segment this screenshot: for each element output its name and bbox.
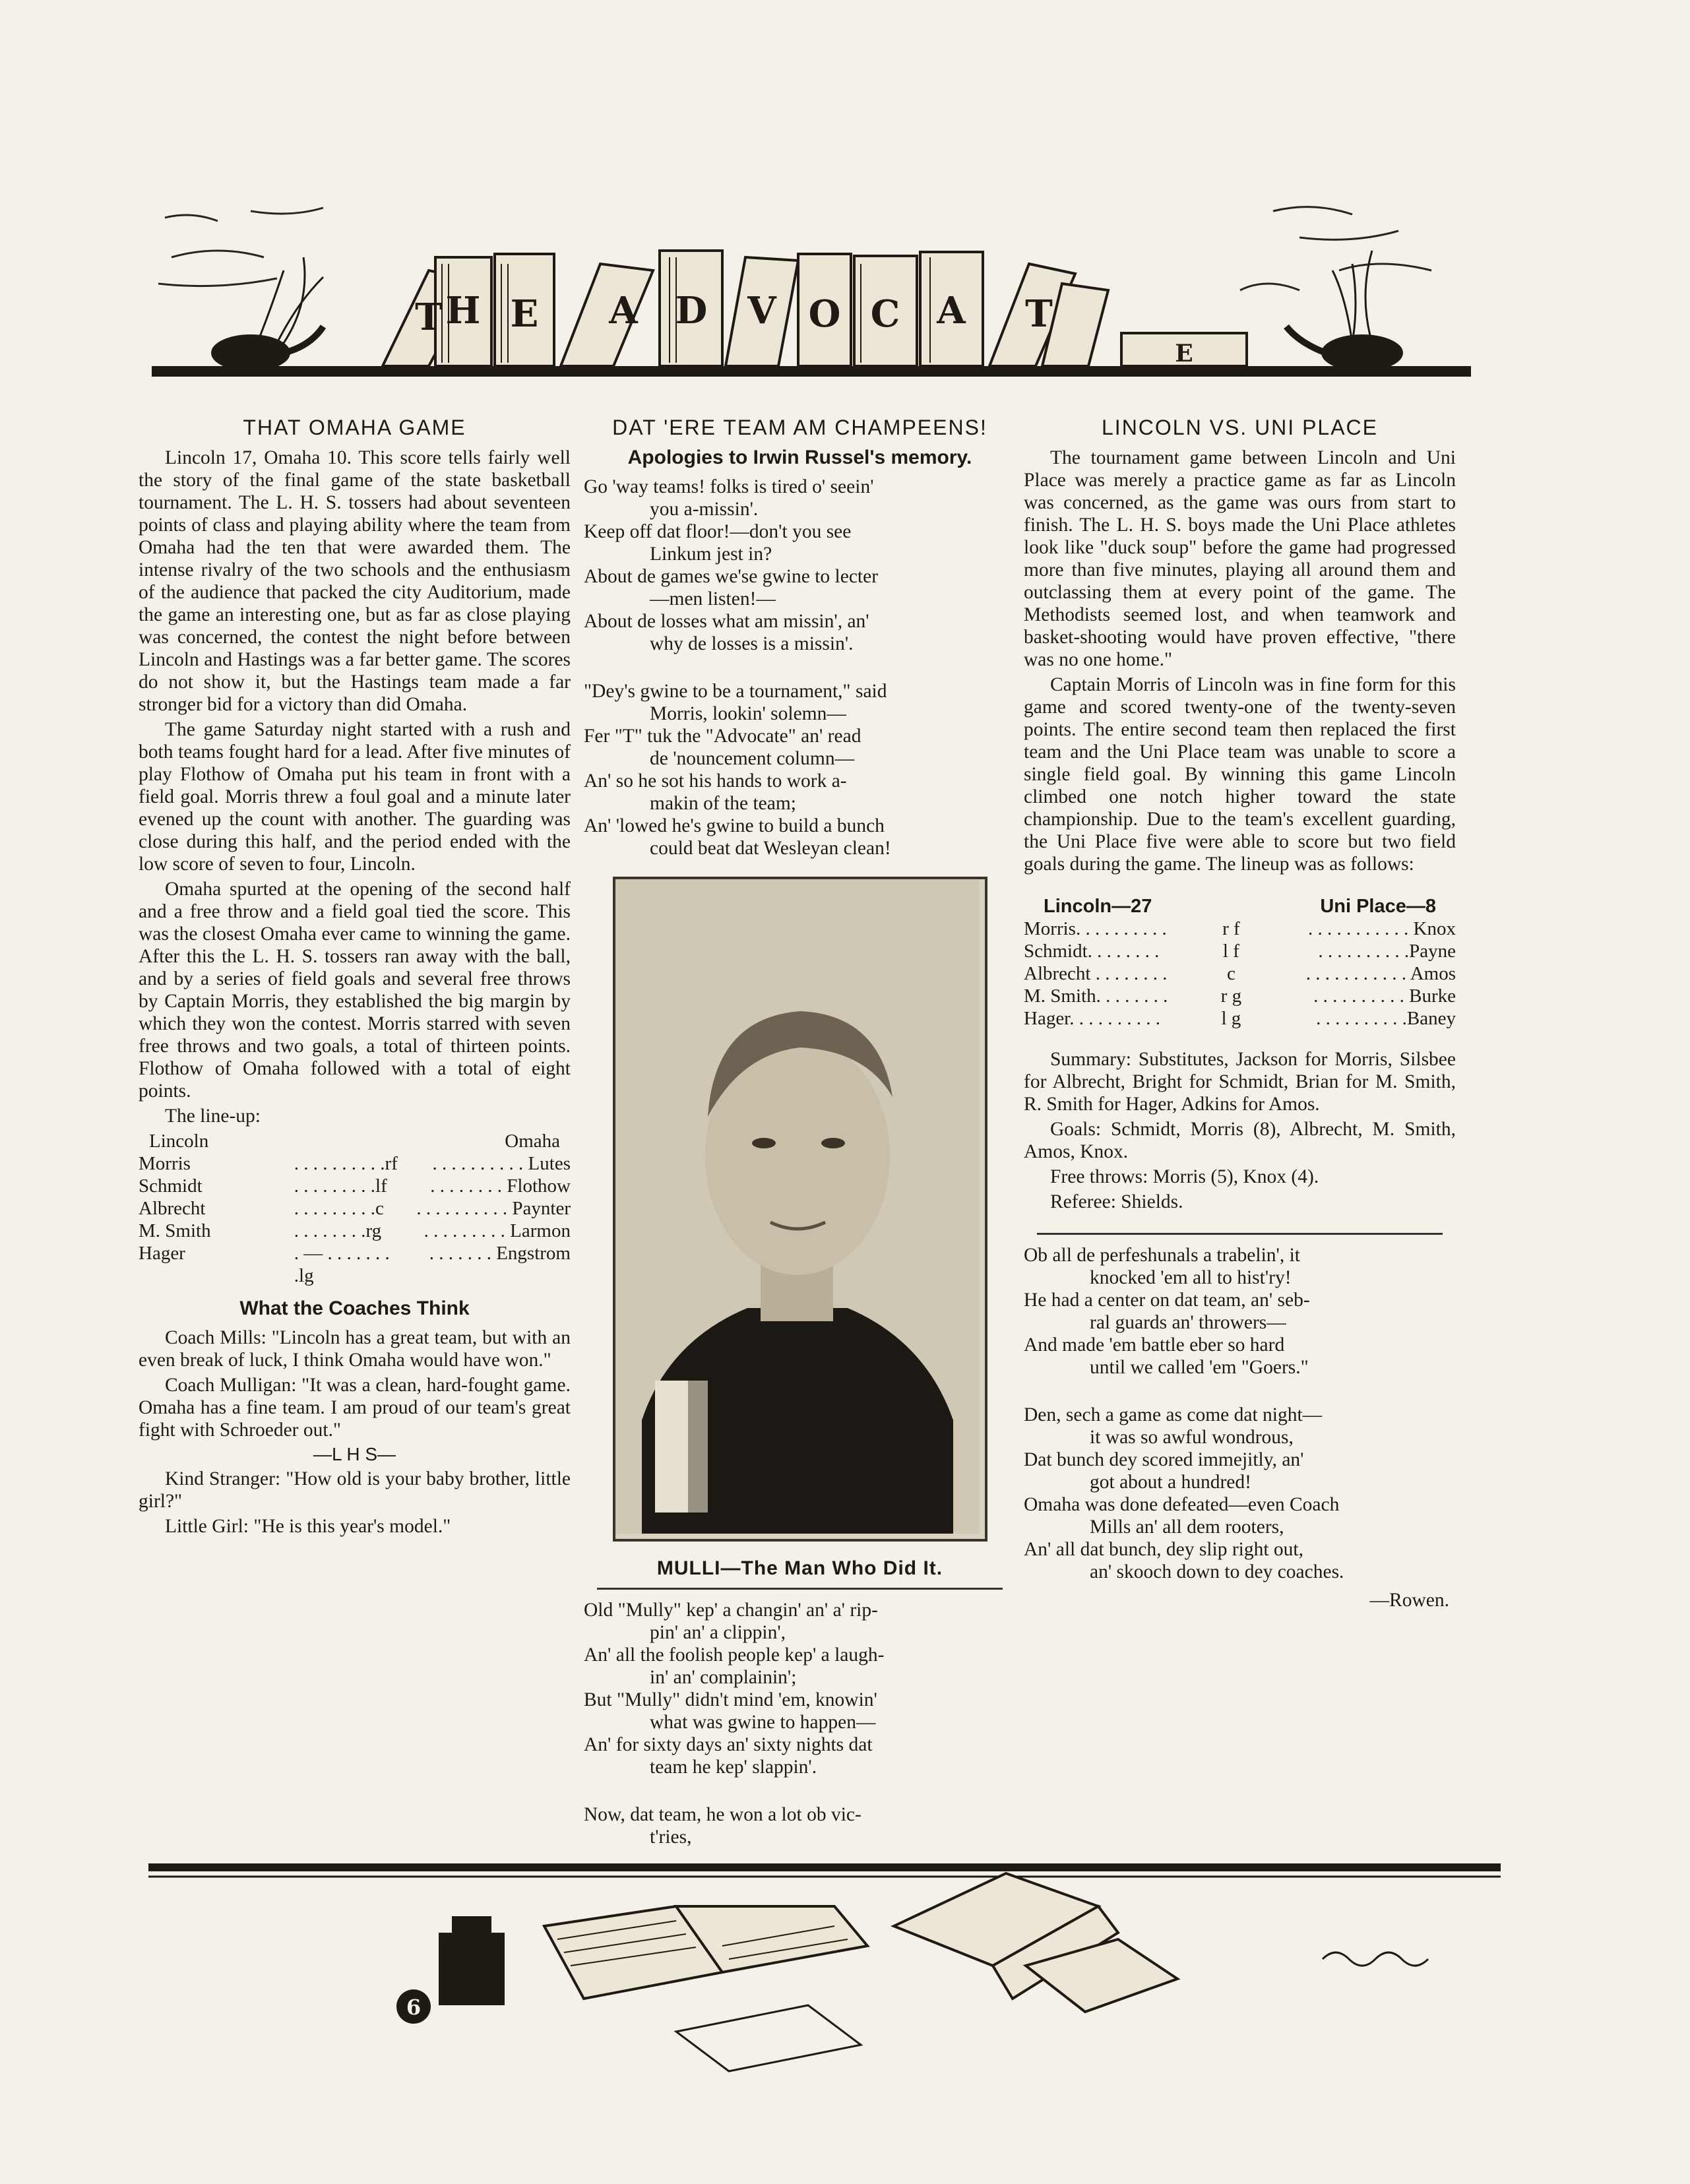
poem-line: Now, dat team, he won a lot ob vic- — [584, 1804, 861, 1825]
summary-text: Summary: Substitutes, Jackson for Morris, Silsbee for Albrecht, Bright for Schmidt, Brian for M. Smith, R. Smith for Hager, Adkins for Amos. — [1024, 1049, 1456, 1115]
position: c — [1226, 963, 1236, 984]
poem-line: Den, sech a game as come dat night— — [1024, 1404, 1323, 1425]
article-paragraph: Omaha spurted at the opening of the second half and a free throw and a field goal tied the score. This was the closest Omaha ever came to winning the game. After this the L. H. S. tossers ran away with the ball, and by a series of field goals and several free throws by Captain Morris, they established the big margin by which they won the contest. Morris starred with seven free throws and two goals, a total of thirteen points. Flothow of Omaha followed with a total of eight points. — [139, 879, 571, 1102]
poem-line: pin' an' a clippin', — [650, 1622, 786, 1643]
player-left: M. Smith — [139, 1220, 211, 1241]
poem-line: —men listen!— — [650, 588, 776, 609]
inkwell-icon — [439, 1916, 505, 2005]
player-right: . . . . . . . . . . Paynter — [416, 1198, 571, 1219]
player-left: Hager — [139, 1243, 185, 1264]
lineup-header — [1024, 895, 1456, 918]
lineup-row — [1024, 918, 1456, 940]
joke-line: Little Girl: "He is this year's model." — [165, 1516, 451, 1537]
poem-signature: —Rowen. — [1369, 1590, 1449, 1611]
poem-line: But "Mully" didn't mind 'em, knowin' — [584, 1689, 877, 1710]
page-number: 6 — [406, 1995, 422, 2020]
position: . . . . . . . . . .rf — [294, 1153, 398, 1174]
poem-line: could beat dat Wesleyan clean! — [650, 838, 891, 859]
player-left: Morris — [139, 1153, 191, 1174]
masthead-letter: H — [445, 289, 481, 332]
poem-line: knocked 'em all to hist'ry! — [1090, 1267, 1292, 1288]
poem-line: team he kep' slappin'. — [650, 1757, 817, 1778]
article-heading: THAT OMAHA GAME — [243, 416, 466, 439]
coach-quote: Coach Mulligan: "It was a clean, hard-fought game. Omaha has a fine team. I am proud of our team's great fight with Schroeder out." — [139, 1375, 571, 1441]
position: r f — [1222, 918, 1240, 939]
poem-line: Morris, lookin' solemn— — [650, 703, 846, 724]
poem-line: An' all dat bunch, dey slip right out, — [1024, 1539, 1303, 1560]
lineup-title: The line-up: — [165, 1106, 261, 1127]
player-right: . . . . . . . Engstrom — [429, 1243, 571, 1264]
free-throws-text: Free throws: Morris (5), Knox (4). — [1050, 1166, 1319, 1187]
poem-stanza — [584, 680, 1016, 859]
article-paragraph: Captain Morris of Lincoln was in fine form for this game and scored twenty-one of the twenty-seven points. The entire second team then replaced the first team and the Uni Place team was unable to score a single field goal. By winning this game Lincoln climbed one notch higher toward the state championship. Due to the team's excellent guarding, the Uni Place five were able to score but two field goals during the game. The lineup was as follows: — [1024, 674, 1456, 875]
divider-line — [1037, 1233, 1443, 1235]
masthead-illustration — [152, 191, 1471, 409]
masthead-letter: E — [510, 292, 539, 336]
poem-line: Mills an' all dem rooters, — [1090, 1516, 1284, 1538]
coach-quote: Coach Mills: "Lincoln has a great team, but with an even break of luck, I think Omaha would have won." — [139, 1327, 571, 1371]
poem-line: an' skooch down to dey coaches. — [1090, 1561, 1344, 1582]
lineup-row — [1024, 985, 1456, 1007]
masthead-letter: T — [1025, 292, 1053, 336]
article-paragraph: The tournament game between Lincoln and Uni Place was merely a practice game as far as Lincoln was concerned, as the game was ours from start to finish. The L. H. S. boys made the Uni Place athletes look like "duck soup" before the game had progressed more than five minutes, playing all around them and outclassing them at every point of the game. The Methodists seemed lost, and when teamwork and basket-shooting would have proven effective, "there was no one home." — [1024, 447, 1456, 670]
joke-line: Kind Stranger: "How old is your baby brother, little girl?" — [139, 1468, 571, 1512]
column-uni-place — [1024, 416, 1456, 1611]
poem-line: An' so he sot his hands to work a- — [584, 770, 847, 792]
article-paragraph: Lincoln 17, Omaha 10. This score tells fairly well the story of the final game of the state basketball tournament. The L. H. S. tossers had about seventeen points of class and playing ability where the team from Omaha had the ten that were awarded them. The intense rivalry of the two schools and the enthusiasm of the audience that packed the city Auditorium, made the game an interesting one, but as far as close playing was concerned, the contest the night before between Lincoln and Hastings was a far better game. The scores do not show it, but the Hastings team made a far stronger bid for a victory than did Omaha. — [139, 447, 571, 715]
masthead-letter: D — [675, 289, 708, 332]
poem-line: until we called 'em "Goers." — [1090, 1357, 1309, 1378]
position: l g — [1221, 1008, 1241, 1029]
lineup-header — [139, 1130, 571, 1152]
poem-subheading: Apologies to Irwin Russel's memory. — [627, 447, 972, 468]
poem-line: An' for sixty days an' sixty nights dat — [584, 1734, 873, 1755]
poem-line: Omaha was done defeated—even Coach — [1024, 1494, 1340, 1515]
masthead-letter: O — [808, 292, 841, 336]
player-left: M. Smith. . . . . . . . — [1024, 985, 1168, 1007]
position: . . . . . . . .rg — [294, 1220, 382, 1241]
paper-sheet-icon — [676, 2005, 861, 2071]
player-right: . . . . . . . . . .Payne — [1318, 941, 1456, 962]
poem-stanza — [584, 476, 1016, 655]
poem-line: why de losses is a missin'. — [650, 633, 854, 654]
poem-line: got about a hundred! — [1090, 1472, 1251, 1493]
coaches-heading: What the Coaches Think — [239, 1297, 470, 1319]
player-left: Schmidt. . . . . . . . — [1024, 941, 1160, 962]
goals-text: Goals: Schmidt, Morris (8), Albrecht, M. Smith, Amos, Knox. — [1024, 1119, 1456, 1162]
lineup-team-left: Lincoln — [149, 1131, 209, 1152]
poem-line: ral guards an' throwers— — [1090, 1312, 1286, 1333]
poem-line: in' an' complainin'; — [650, 1667, 797, 1688]
position: r g — [1220, 985, 1242, 1007]
masthead-letter: C — [870, 292, 900, 336]
lineup-row — [1024, 940, 1456, 962]
lineup-row — [1024, 1007, 1456, 1030]
masthead-letter: V — [747, 289, 776, 332]
position: . — . . . . . . . .lg — [294, 1243, 390, 1286]
artist-signature — [1323, 1952, 1428, 1966]
masthead-letter: A — [937, 289, 966, 332]
masthead-letter: E — [1175, 340, 1193, 367]
poem-line: makin of the team; — [650, 793, 796, 814]
masthead-letter: T — [415, 296, 443, 339]
poem-line: About de games we'se gwine to lecter — [584, 566, 879, 587]
player-right: . . . . . . . . . . . Amos — [1305, 963, 1456, 984]
poem-line: Keep off dat floor!—don't you see — [584, 521, 852, 542]
poem-line: Ob all de perfeshunals a trabelin', it — [1024, 1245, 1300, 1266]
player-right: . . . . . . . . Flothow — [430, 1175, 571, 1197]
poem-line: About de losses what am missin', an' — [584, 611, 869, 632]
position: l f — [1222, 941, 1239, 962]
player-right: . . . . . . . . . Larmon — [423, 1220, 571, 1241]
lineup-team-right: Omaha — [505, 1131, 560, 1152]
portrait-image — [615, 879, 980, 1534]
poem-line: Fer "T" tuk the "Advocate" an' read — [584, 726, 861, 747]
poem-line: what was gwine to happen— — [650, 1712, 876, 1733]
player-right: . . . . . . . . . .Baney — [1316, 1008, 1456, 1029]
poem-line: Go 'way teams! folks is tired o' seein' — [584, 476, 874, 497]
article-heading: LINCOLN VS. UNI PLACE — [1102, 416, 1378, 439]
player-left: Morris. . . . . . . . . . — [1024, 918, 1167, 939]
poem-stanza — [584, 1599, 1016, 1778]
poem-line: t'ries, — [650, 1826, 692, 1848]
open-book-icon — [544, 1906, 867, 1999]
poem-line: An' 'lowed he's gwine to build a bunch — [584, 815, 885, 836]
player-right: . . . . . . . . . . Burke — [1313, 985, 1456, 1007]
lineup-row — [139, 1197, 571, 1220]
section-divider: —L H S— — [313, 1444, 396, 1464]
lineup-team-left: Lincoln—27 — [1044, 896, 1152, 917]
lineup-row — [1024, 962, 1456, 985]
photo-caption: MULLI—The Man Who Did It. — [656, 1557, 943, 1579]
position: . . . . . . . . .c — [294, 1198, 384, 1219]
poem-line: Old "Mully" kep' a changin' an' a' rip- — [584, 1600, 878, 1621]
poem-heading: DAT 'ERE TEAM AM CHAMPEENS! — [612, 416, 987, 439]
poem-line: de 'nouncement column— — [650, 748, 855, 769]
divider-line — [597, 1588, 1003, 1590]
referee-text: Referee: Shields. — [1050, 1191, 1183, 1212]
lineup-row — [139, 1220, 571, 1242]
poem-line: Dat bunch dey scored immejitly, an' — [1024, 1449, 1304, 1470]
poem-line: An' all the foolish people kep' a laugh- — [584, 1644, 885, 1666]
player-left: Albrecht . . . . . . . . — [1024, 963, 1168, 984]
book-stack-icon — [894, 1873, 1177, 2012]
poem-line: it was so awful wondrous, — [1090, 1427, 1294, 1448]
position: . . . . . . . . .lf — [294, 1175, 387, 1197]
column-omaha-game — [139, 416, 571, 1540]
lineup-row — [139, 1152, 571, 1175]
footer-illustration — [148, 1834, 1501, 2084]
portrait-photo — [613, 877, 987, 1542]
player-left: Hager. . . . . . . . . . — [1024, 1008, 1160, 1029]
column-champeens — [584, 416, 1016, 1855]
lineup-row — [139, 1242, 571, 1287]
player-right: . . . . . . . . . . . Knox — [1308, 918, 1456, 939]
article-paragraph: The game Saturday night started with a rush and both teams fought hard for a lead. After five minutes of play Flothow of Omaha put his team in front with a field goal. Morris threw a foul goal and a minute later evened up the count with another. The guarding was close during this half, and the period ended with the low score of seven to four, Lincoln. — [139, 719, 571, 875]
poem-line: And made 'em battle eber so hard — [1024, 1334, 1285, 1356]
teapot-left-icon — [211, 257, 323, 371]
poem-line: "Dey's gwine to be a tournament," said — [584, 681, 887, 702]
poem-line: Linkum jest in? — [650, 544, 772, 565]
player-left: Albrecht — [139, 1198, 206, 1219]
poem-stanza — [1024, 1244, 1456, 1379]
lineup-row — [139, 1175, 571, 1197]
player-right: . . . . . . . . . . Lutes — [432, 1153, 571, 1174]
poem-line: He had a center on dat team, an' seb- — [1024, 1290, 1310, 1311]
lineup-team-right: Uni Place—8 — [1320, 896, 1436, 917]
masthead-letter: A — [609, 289, 638, 332]
player-left: Schmidt — [139, 1175, 203, 1197]
poem-stanza — [1024, 1404, 1456, 1583]
poem-line: you a-missin'. — [650, 499, 759, 520]
